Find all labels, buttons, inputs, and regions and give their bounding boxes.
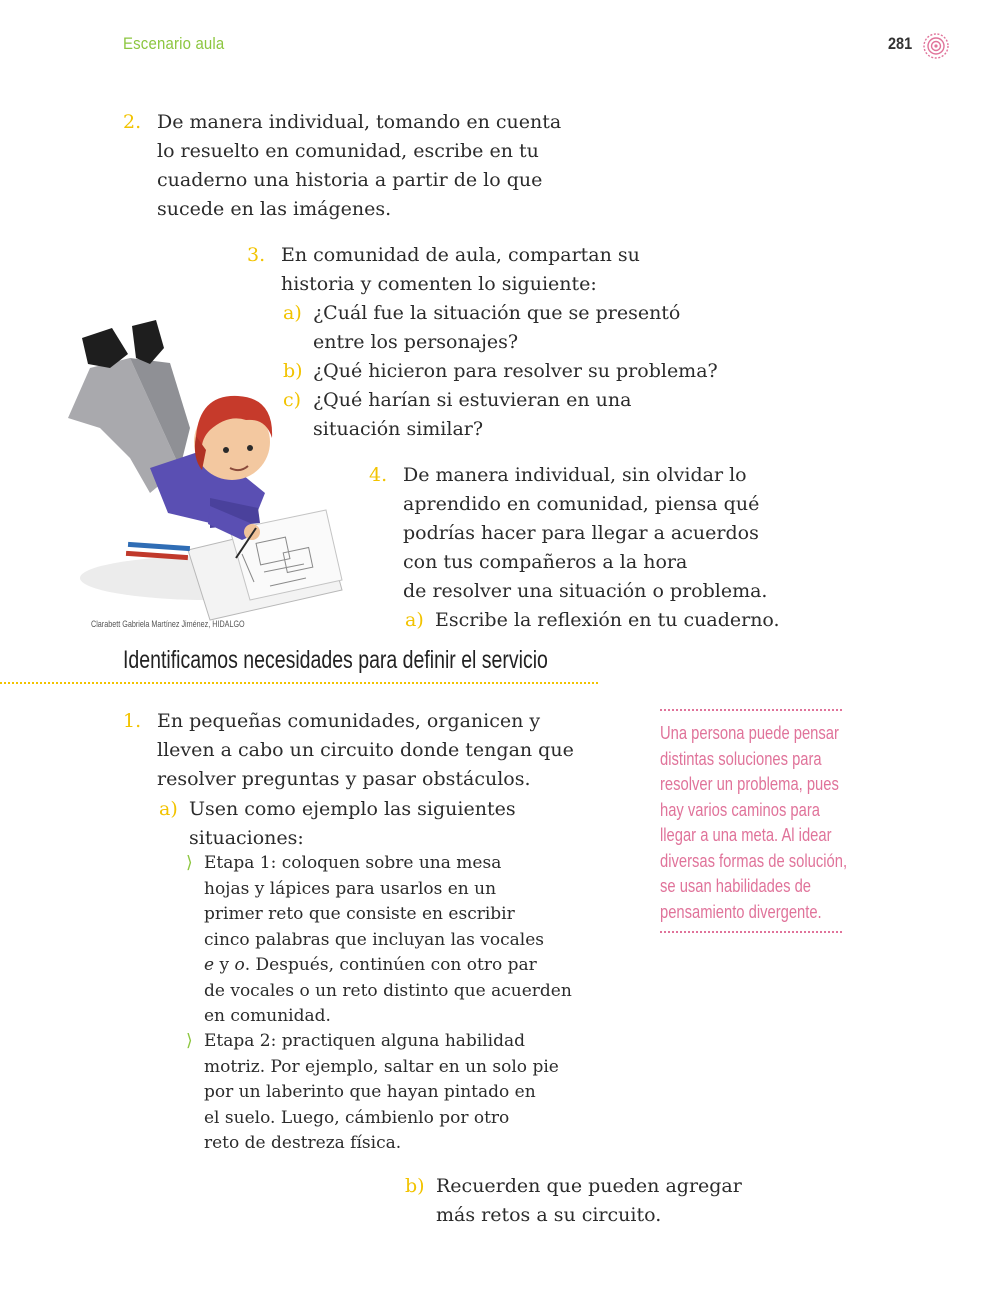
- section-divider: [0, 682, 598, 684]
- text-line: cinco palabras que incluyan las vocales: [204, 929, 545, 950]
- text-line: situaciones:: [189, 827, 304, 849]
- text-line: con tus compañeros a la hora: [403, 551, 688, 573]
- page-number: 281: [888, 34, 913, 53]
- subitem-label: b): [405, 1175, 425, 1197]
- subitem-label: b): [283, 360, 303, 382]
- text-line: sucede en las imágenes.: [157, 198, 392, 220]
- text-line: De manera individual, tomando en cuenta: [157, 111, 562, 133]
- bullet-icon: ⟩: [186, 853, 193, 873]
- sidebar-line: hay varios caminos para: [660, 799, 820, 820]
- text-line: Etapa 1: coloquen sobre una mesa: [204, 853, 502, 873]
- subitem-label: a): [283, 302, 302, 324]
- text-line: lleven a cabo un circuito donde tengan que: [157, 739, 574, 761]
- text-line: reto de destreza física.: [204, 1133, 402, 1153]
- section-header: Escenario aula: [123, 34, 225, 53]
- sidebar-line: diversas formas de solución,: [660, 850, 848, 871]
- text-line: [204, 953, 572, 979]
- text-line: de vocales o un reto distinto que acuerden: [204, 980, 572, 1001]
- text-line: ¿Cuál fue la situación que se presentó: [313, 302, 681, 324]
- text-line: motriz. Por ejemplo, saltar en un solo pie: [204, 1056, 559, 1077]
- text-line: resolver preguntas y pasar obstáculos.: [157, 768, 531, 790]
- sidebar-line: llegar a una meta. Al idear: [660, 825, 832, 845]
- text-fragment: . Después, continúen con otro par: [244, 955, 537, 975]
- text-line: el suelo. Luego, cámbienlo por otro: [204, 1107, 510, 1128]
- text-line: Escribe la reflexión en tu cuaderno.: [435, 609, 780, 631]
- text-line: podrías hacer para llegar a acuerdos: [403, 522, 759, 544]
- illustration-credit: Clarabett Gabriela Martínez Jiménez, HIDALGO: [91, 619, 245, 629]
- text-line: por un laberinto que hayan pintado en: [204, 1082, 536, 1102]
- text-line: Usen como ejemplo las siguientes: [189, 798, 516, 820]
- activity-number: 1.: [123, 710, 142, 732]
- vowel-e: e: [204, 955, 215, 975]
- sidebar-line: Una persona puede pensar: [660, 723, 839, 743]
- sidebar-note: [660, 709, 848, 933]
- bullet-icon: ⟩: [186, 1031, 193, 1051]
- text-line: situación similar?: [313, 418, 484, 440]
- text-fragment: y: [214, 955, 235, 975]
- text-line: Etapa 2: practiquen alguna habilidad: [204, 1031, 525, 1051]
- text-line: de resolver una situación o problema.: [403, 580, 768, 602]
- subitem-label: a): [405, 609, 424, 631]
- sidebar-line: distintas soluciones para: [660, 748, 822, 769]
- text-line: primer reto que consiste en escribir: [204, 904, 515, 924]
- sidebar-line: se usan habilidades de: [660, 876, 811, 896]
- text-line: aprendido en comunidad, piensa qué: [403, 493, 760, 515]
- activity-number: 2.: [123, 111, 142, 133]
- sidebar-line: pensamiento divergente.: [660, 901, 822, 922]
- text-line: cuaderno una historia a partir de lo que: [157, 169, 543, 191]
- text-line: en comunidad.: [204, 1006, 331, 1026]
- activity-number: 3.: [247, 244, 266, 266]
- text-line: más retos a su circuito.: [436, 1204, 662, 1226]
- text-line: ¿Qué hicieron para resolver su problema?: [313, 360, 718, 382]
- text-line: En pequeñas comunidades, organicen y: [157, 710, 541, 732]
- text-line: ¿Qué harían si estuvieran en una: [313, 389, 632, 411]
- mandala-icon: [922, 32, 950, 60]
- child-drawing-illustration: [60, 318, 350, 628]
- text-line: hojas y lápices para usarlos en un: [204, 878, 497, 899]
- text-line: De manera individual, sin olvidar lo: [403, 464, 747, 486]
- vowel-o: o: [234, 955, 245, 975]
- activity-number: 4.: [369, 464, 388, 486]
- text-line: lo resuelto en comunidad, escribe en tu: [157, 140, 539, 162]
- subitem-label: c): [283, 389, 302, 411]
- text-line: Recuerden que pueden agregar: [436, 1175, 742, 1197]
- text-line: historia y comenten lo siguiente:: [281, 273, 597, 295]
- text-line: entre los personajes?: [313, 331, 519, 353]
- subitem-label: a): [159, 798, 178, 820]
- section-title: Identificamos necesidades para definir el servicio: [123, 646, 548, 674]
- sidebar-line: resolver un problema, pues: [660, 774, 839, 794]
- text-line: En comunidad de aula, compartan su: [281, 244, 640, 266]
